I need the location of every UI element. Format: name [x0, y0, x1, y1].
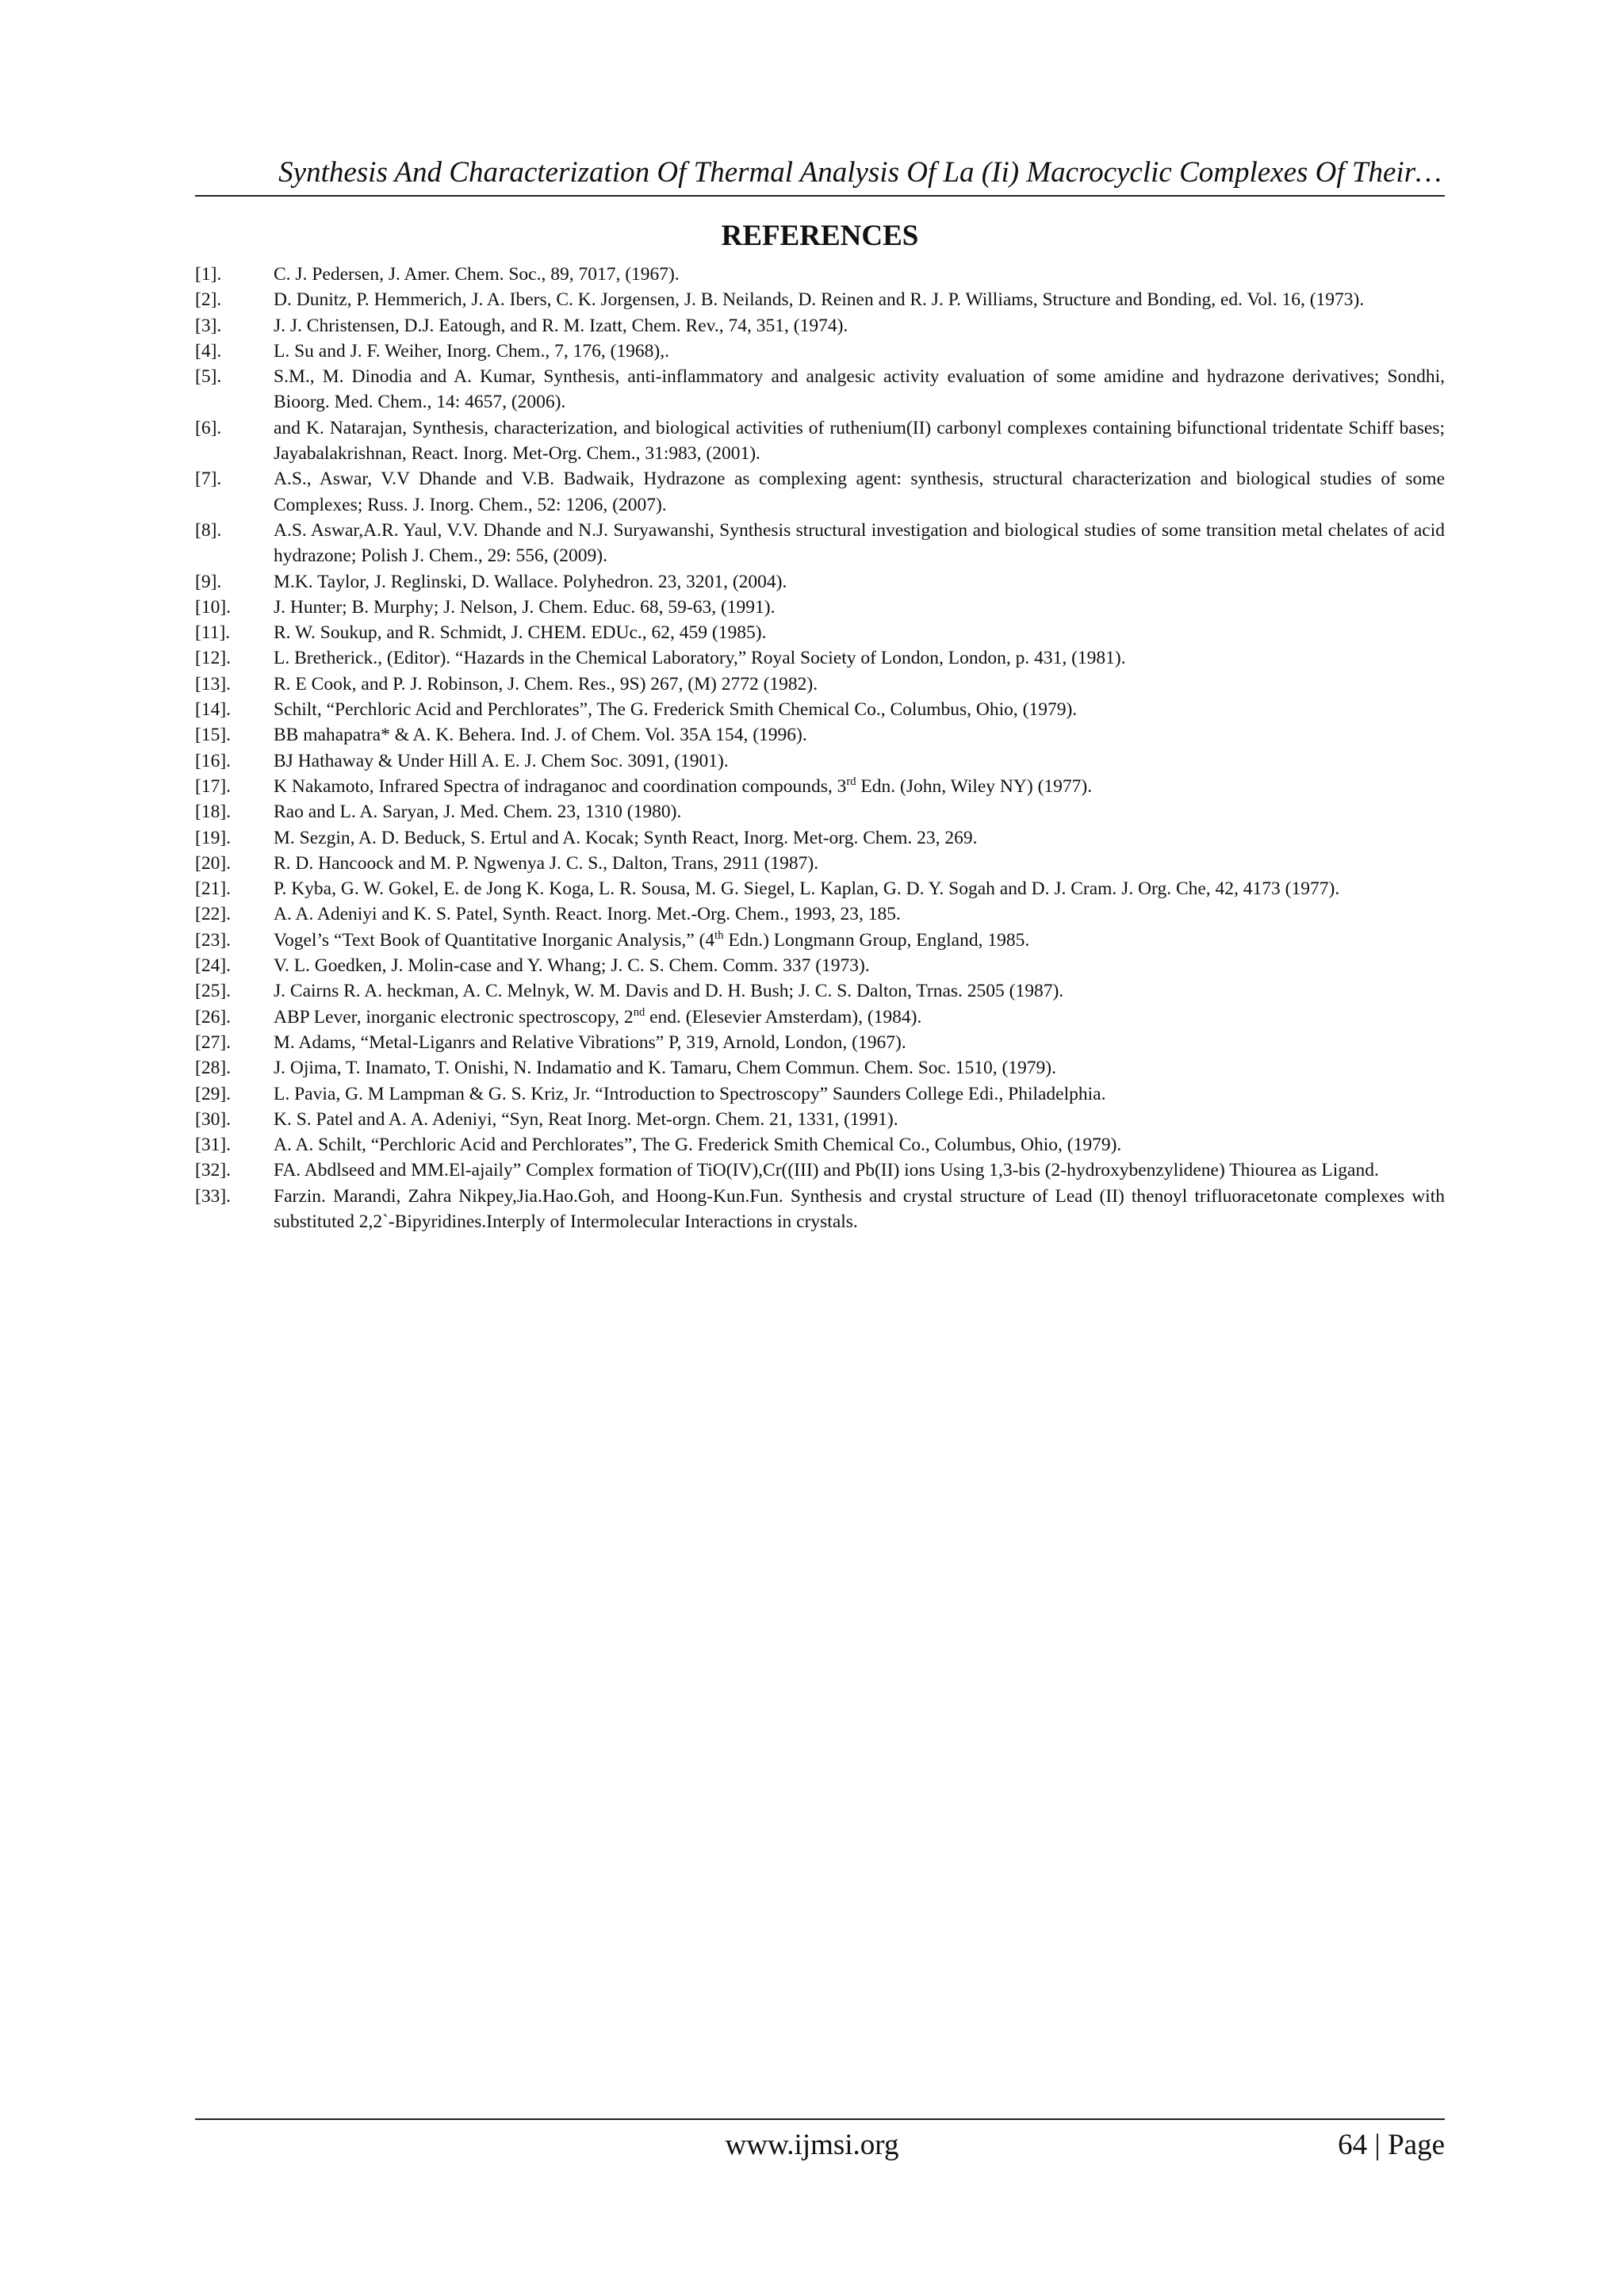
reference-number: [19].: [195, 827, 232, 848]
reference-number: [26].: [195, 1006, 232, 1027]
reference-number: [1].: [195, 264, 222, 285]
reference-text: BJ Hathaway & Under Hill A. E. J. Chem Soc. 3091, (1901).: [274, 750, 729, 771]
reference-text: J. Cairns R. A. heckman, A. C. Melnyk, W. M. Davis and D. H. Bush; J. C. S. Dalton, Trnas. 2505 (1987).: [274, 981, 1064, 1002]
references-heading: REFERENCES: [721, 220, 919, 252]
reference-item: [195, 518, 1445, 569]
reference-item: [195, 620, 1445, 645]
reference-text: Farzin. Marandi, Zahra Nikpey,Jia.Hao.Goh, and Hoong-Kun.Fun. Synthesis and crystal structure of Lead (II) thenoyl trifluoracetonate complexes with substituted 2,2`-Bipyridines.Interply of Intermolecular Interactions in crystals.: [274, 1185, 1445, 1232]
reference-number: [18].: [195, 802, 232, 823]
reference-text: L. Su and J. F. Weiher, Inorg. Chem., 7, 176, (1968),.: [274, 340, 669, 362]
reference-item: [195, 1055, 1445, 1081]
reference-text: M. Sezgin, A. D. Beduck, S. Ertul and A. Kocak; Synth React, Inorg. Met-org. Chem. 23, 269.: [274, 827, 978, 848]
reference-text: R. E Cook, and P. J. Robinson, J. Chem. Res., 9S) 267, (M) 2772 (1982).: [274, 673, 818, 695]
reference-list: [195, 262, 1445, 1234]
reference-number: [24].: [195, 955, 232, 977]
reference-text: and K. Natarajan, Synthesis, characterization, and biological activities of ruthenium(II) carbonyl complexes containing bifunctional tridentate Schiff bases; Jayabalakrishnan, React. Inorg. Met-Org. Chem., 31:983, (2001).: [274, 417, 1445, 465]
reference-number: [25].: [195, 981, 232, 1002]
reference-item: [195, 825, 1445, 851]
reference-text: J. Ojima, T. Inamato, T. Onishi, N. Indamatio and K. Tamaru, Chem Commun. Chem. Soc. 1510, (1979).: [274, 1058, 1056, 1079]
reference-text-part: Vogel’s “Text Book of Quantitative Inorganic Analysis,” (4: [274, 929, 715, 951]
running-header: Synthesis And Characterization Of Thermal Analysis Of La (Ii) Macrocyclic Complexes Of Their…: [278, 156, 1442, 189]
reference-number: [22].: [195, 904, 232, 925]
reference-number: [2].: [195, 289, 222, 311]
reference-number: [15].: [195, 725, 232, 746]
reference-item: [195, 799, 1445, 825]
page-number: 64 | Page: [1338, 2129, 1445, 2161]
reference-item: [195, 774, 1445, 799]
reference-text-part: ABP Lever, inorganic electronic spectroscopy, 2: [274, 1006, 634, 1027]
reference-number: [29].: [195, 1083, 232, 1104]
reference-text: A. A. Schilt, “Perchloric Acid and Perchlorates”, The G. Frederick Smith Chemical Co., Columbus, Ohio, (1979).: [274, 1135, 1122, 1156]
reference-text: A.S. Aswar,A.R. Yaul, V.V. Dhande and N.J. Suryawanshi, Synthesis structural investigation and biological studies of some transition metal chelates of acid hydrazone; Polish J. Chem., 29: 556, (2009).: [274, 519, 1445, 567]
reference-item: [195, 928, 1445, 953]
reference-number: [17].: [195, 775, 232, 797]
reference-text: Rao and L. A. Saryan, J. Med. Chem. 23, 1310 (1980).: [274, 802, 682, 823]
superscript: nd: [633, 1005, 645, 1019]
reference-number: [12].: [195, 648, 232, 669]
reference-item: [195, 1004, 1445, 1030]
reference-item: [195, 901, 1445, 927]
reference-item: [195, 1107, 1445, 1132]
reference-text-part: K Nakamoto, Infrared Spectra of indraganoc and coordination compounds, 3: [274, 775, 847, 797]
reference-item: [195, 313, 1445, 339]
reference-number: [16].: [195, 750, 232, 771]
reference-text: J. Hunter; B. Murphy; J. Nelson, J. Chem. Educ. 68, 59-63, (1991).: [274, 596, 776, 618]
reference-item: [195, 672, 1445, 697]
reference-number: [31].: [195, 1135, 232, 1156]
reference-text: M. Adams, “Metal-Liganrs and Relative Vibrations” P, 319, Arnold, London, (1967).: [274, 1031, 906, 1053]
superscript: th: [714, 928, 724, 942]
footer-rule: [195, 2118, 1445, 2120]
reference-item: [195, 339, 1445, 364]
reference-item: [195, 645, 1445, 671]
reference-text: V. L. Goedken, J. Molin-case and Y. Whang; J. C. S. Chem. Comm. 337 (1973).: [274, 955, 870, 977]
reference-number: [20].: [195, 852, 232, 874]
reference-item: [195, 364, 1445, 415]
reference-item: [195, 1158, 1445, 1183]
reference-text: D. Dunitz, P. Hemmerich, J. A. Ibers, C. K. Jorgensen, J. B. Neilands, D. Reinen and R. J. P. Williams, Structure and Bonding, ed. Vol. 16, (1973).: [274, 289, 1365, 311]
reference-number: [7].: [195, 469, 222, 490]
reference-number: [11].: [195, 622, 231, 644]
reference-text: J. J. Christensen, D.J. Eatough, and R. M. Izatt, Chem. Rev., 74, 351, (1974).: [274, 315, 848, 336]
reference-number: [14].: [195, 699, 232, 721]
reference-item: [195, 1030, 1445, 1055]
reference-text: Schilt, “Perchloric Acid and Perchlorates”, The G. Frederick Smith Chemical Co., Columbus, Ohio, (1979).: [274, 699, 1078, 721]
reference-number: [4].: [195, 340, 222, 362]
reference-number: [10].: [195, 596, 232, 618]
reference-text-part: Edn.) Longmann Group, England, 1985.: [723, 929, 1030, 951]
reference-text: L. Pavia, G. M Lampman & G. S. Kriz, Jr. “Introduction to Spectroscopy” Saunders College Edi., Philadelphia.: [274, 1083, 1106, 1104]
reference-item: [195, 697, 1445, 722]
reference-item: [195, 1184, 1445, 1235]
reference-item: [195, 262, 1445, 287]
reference-number: [3].: [195, 315, 222, 336]
reference-item: [195, 569, 1445, 595]
reference-number: [6].: [195, 417, 222, 438]
reference-number: [28].: [195, 1058, 232, 1079]
reference-number: [27].: [195, 1031, 232, 1053]
reference-item: [195, 722, 1445, 748]
reference-text: R. W. Soukup, and R. Schmidt, J. CHEM. EDUc., 62, 459 (1985).: [274, 622, 767, 644]
reference-item: [195, 748, 1445, 774]
reference-number: [9].: [195, 571, 222, 592]
reference-text: BB mahapatra* & A. K. Behera. Ind. J. of Chem. Vol. 35A 154, (1996).: [274, 725, 807, 746]
reference-item: [195, 595, 1445, 620]
superscript: rd: [846, 775, 856, 789]
reference-number: [33].: [195, 1185, 232, 1207]
reference-item: [195, 876, 1445, 901]
reference-number: [23].: [195, 929, 232, 951]
reference-item: [195, 953, 1445, 978]
reference-text: S.M., M. Dinodia and A. Kumar, Synthesis, anti-inflammatory and analgesic activity evaluation of some amidine and hydrazone derivatives; Sondhi, Bioorg. Med. Chem., 14: 4657, (2006).: [274, 366, 1445, 413]
reference-number: [32].: [195, 1160, 232, 1181]
reference-item: [195, 1132, 1445, 1158]
reference-number: [5].: [195, 366, 222, 388]
reference-text-part: Edn. (John, Wiley NY) (1977).: [856, 775, 1093, 797]
reference-text: [274, 928, 1445, 953]
reference-text: L. Bretherick., (Editor). “Hazards in the Chemical Laboratory,” Royal Society of London, London, p. 431, (1981).: [274, 648, 1126, 669]
reference-item: [195, 851, 1445, 876]
footer-url[interactable]: www.ijmsi.org: [725, 2129, 899, 2161]
reference-number: [13].: [195, 673, 232, 695]
reference-text: P. Kyba, G. W. Gokel, E. de Jong K. Koga, L. R. Sousa, M. G. Siegel, L. Kaplan, G. D. Y. Sogah and D. J. Cram. J. Org. Che, 42, 4173 (1977).: [274, 878, 1340, 900]
reference-item: [195, 287, 1445, 312]
reference-text: FA. Abdlseed and MM.El-ajaily” Complex formation of TiO(IV),Cr((III) and Pb(II) ions Using 1,3-bis (2-hydroxybenzylidene) Thiourea as Ligand.: [274, 1160, 1379, 1181]
reference-item: [195, 415, 1445, 467]
reference-number: [21].: [195, 878, 232, 900]
reference-text: A.S., Aswar, V.V Dhande and V.B. Badwaik, Hydrazone as complexing agent: synthesis, structural characterization and biological studies of some Complexes; Russ. J. Inorg. Chem., 52: 1206, (2007).: [274, 469, 1445, 515]
reference-text: [274, 774, 1445, 799]
reference-number: [30].: [195, 1108, 232, 1130]
reference-text: [274, 1004, 1445, 1030]
reference-text: R. D. Hancoock and M. P. Ngwenya J. C. S., Dalton, Trans, 2911 (1987).: [274, 852, 819, 874]
reference-item: [195, 1081, 1445, 1107]
reference-text: M.K. Taylor, J. Reglinski, D. Wallace. Polyhedron. 23, 3201, (2004).: [274, 571, 787, 592]
header-rule: [195, 195, 1445, 197]
reference-number: [8].: [195, 519, 222, 541]
reference-text: A. A. Adeniyi and K. S. Patel, Synth. React. Inorg. Met.-Org. Chem., 1993, 23, 185.: [274, 904, 901, 925]
reference-text: K. S. Patel and A. A. Adeniyi, “Syn, Reat Inorg. Met-orgn. Chem. 21, 1331, (1991).: [274, 1108, 898, 1130]
reference-text: C. J. Pedersen, J. Amer. Chem. Soc., 89, 7017, (1967).: [274, 264, 680, 285]
reference-item: [195, 466, 1445, 518]
reference-text-part: end. (Elesevier Amsterdam), (1984).: [645, 1006, 922, 1027]
reference-item: [195, 978, 1445, 1004]
